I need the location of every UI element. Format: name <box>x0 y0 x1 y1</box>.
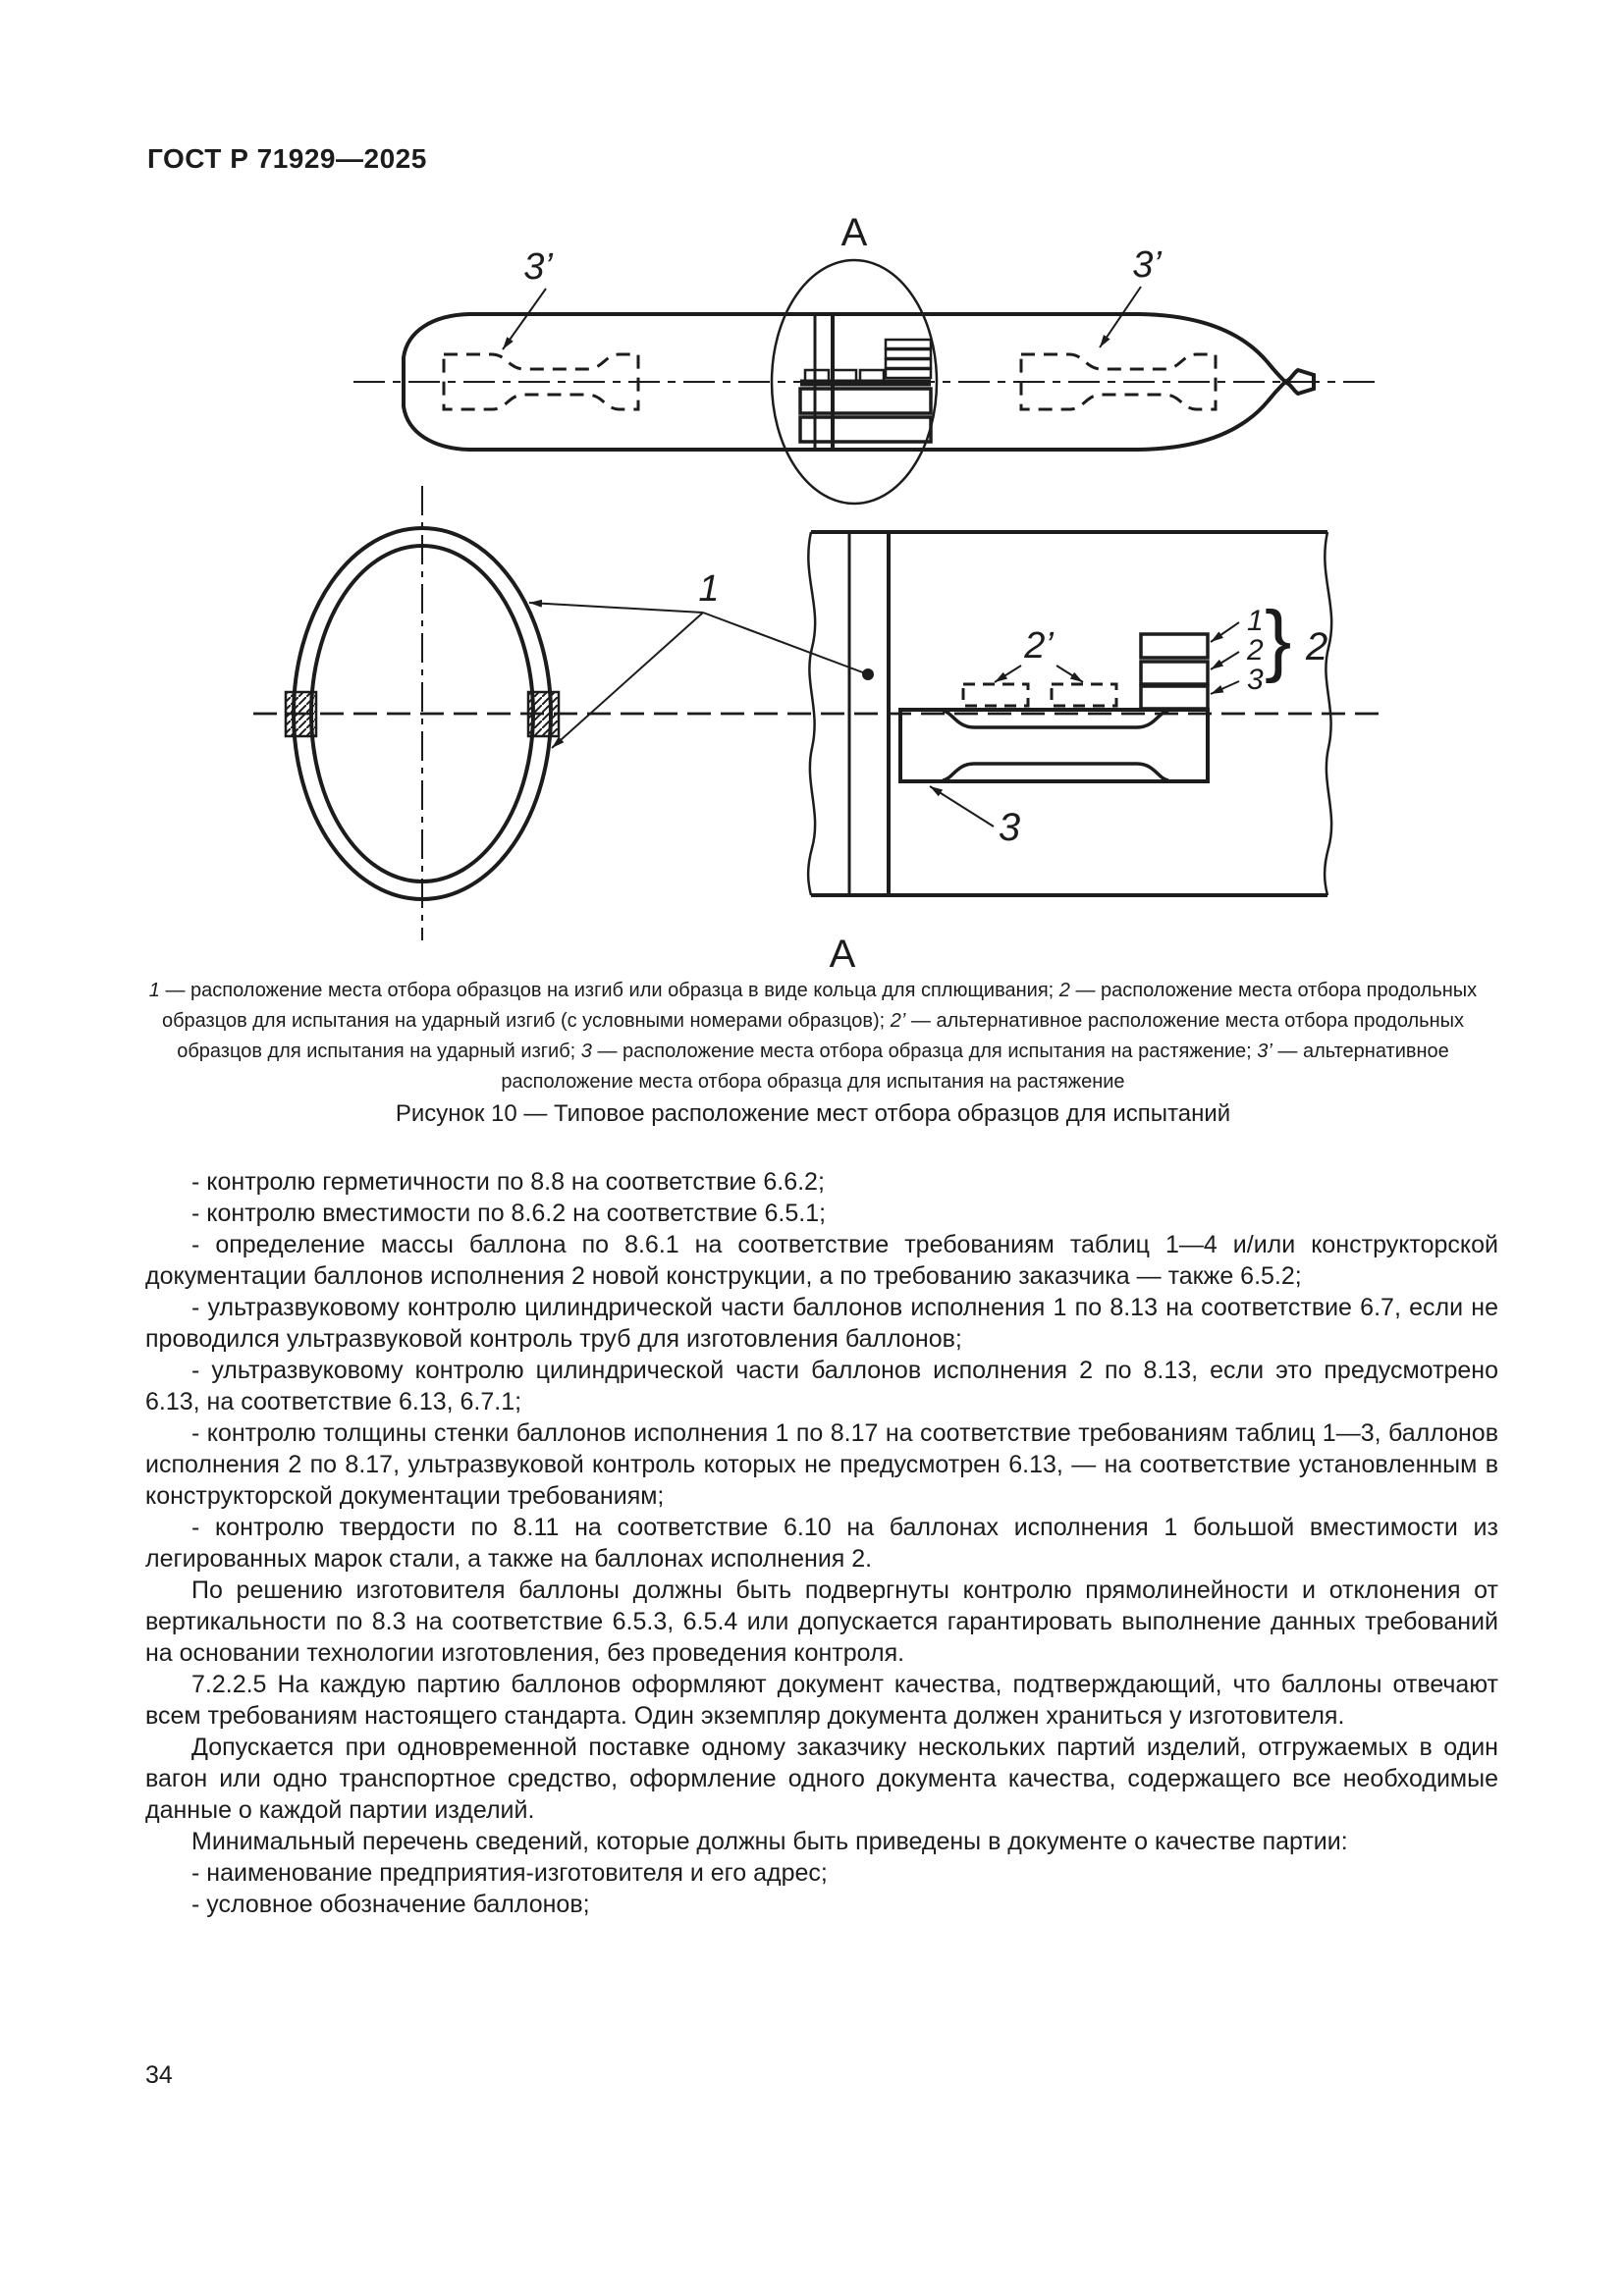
specimen-row <box>805 370 884 381</box>
paragraph: - определение массы баллона по 8.6.1 на соответствие требованиям таблиц 1—4 и/или конструкторской документации баллонов исполнения 2 новой конструкции, а по требованию заказчика — также 6.5.2; <box>145 1231 1498 1290</box>
paragraph: - контролю толщины стенки баллонов исполнения 1 по 8.17 на соответствие требованиям таблиц 1—3, баллонов исполнения 2 по 8.17, ультразвуковой контроль которых не предусмотрен 6.13, — на соответствие установленным в конструкторской документации требованиям; <box>145 1419 1498 1510</box>
specimen-band-1 <box>800 389 931 413</box>
alt-tensile-label-left: 3’ <box>523 246 553 288</box>
leader-ring-1a <box>529 603 703 613</box>
caption-text: — альтернативное расположение места отбора образца для испытания на растяжение <box>501 1041 1449 1093</box>
paragraph: - наименование предприятия-изготовителя и его адрес; <box>191 1859 828 1887</box>
page-number: 34 <box>145 2061 173 2089</box>
body-text <box>145 1166 1498 1920</box>
caption-text: — альтернативное расположение места отбора продольных образцов для испытания на ударный изгиб; <box>177 1010 1465 1062</box>
impact-group-brace: } <box>1265 595 1292 684</box>
tensile-specimen-outline <box>900 710 1208 781</box>
leader-alt-tensile-right <box>1100 287 1141 347</box>
specimen-strip-stack <box>886 340 931 378</box>
caption-text: — расположение места отбора продольных образцов для испытания на ударный изгиб (с условными номерами образцов); <box>161 980 1478 1032</box>
ring-specimen-label: 1 <box>698 568 720 610</box>
detail-view-label-bottom: A <box>829 933 856 976</box>
impact-no-2-label: 2 <box>1247 634 1264 667</box>
paragraph: Допускается при одновременной поставке одному заказчику нескольких партий изделий, отгружаемых в один вагон или одно транспортное средство, оформление одного документа качества, содержащего все необходимые данные о каждой партии изделий. <box>145 1734 1498 1824</box>
leader-impact-2 <box>1211 652 1239 669</box>
alt-impact-specimen-1 <box>963 684 1028 706</box>
detail-view-label-top: A <box>840 211 868 254</box>
paragraph: - условное обозначение баллонов; <box>191 1891 590 1918</box>
paragraph: Минимальный перечень сведений, которые должны быть приведены в документе о качестве партии: <box>191 1828 1348 1855</box>
caption-pos-3: 3 <box>580 1041 592 1062</box>
caption-pos-2: 2 <box>1058 980 1070 1001</box>
paragraph: - контролю твердости по 8.11 на соответствие 6.10 на баллонах исполнения 1 большой вместимости из легированных марок стали, а также на баллонах исполнения 2. <box>145 1514 1498 1573</box>
leader-alt-impact-2 <box>1056 666 1083 682</box>
specimen-band-2 <box>800 417 931 442</box>
figure-10-drawing <box>0 147 1624 991</box>
alt-tensile-label-right: 3’ <box>1132 244 1162 286</box>
leader-ring-1-dot <box>862 668 874 680</box>
cylinder-side-view <box>353 260 1375 504</box>
caption-pos-3alt: 3’ <box>1257 1041 1272 1062</box>
paragraph: По решению изготовителя баллоны должны быть подвергнуты контролю прямолинейности и отклонения от вертикальности по 8.3 на соответствие 6.5.3, 6.5.4 или допускается гарантировать выполнение данных требований на основании технологии изготовления, без проведения контроля. <box>145 1576 1498 1667</box>
leader-alt-tensile-left <box>503 289 546 349</box>
leader-ring-1b <box>552 613 703 748</box>
impact-no-1-label: 1 <box>1247 605 1264 637</box>
caption-pos-1: 1 <box>148 980 160 1001</box>
ring-cross-section <box>253 486 1382 940</box>
alt-impact-specimen-2 <box>1052 684 1116 706</box>
paragraph: - ультразвуковому контролю цилиндрической части баллонов исполнения 2 по 8.13, если это предусмотрено 6.13, на соответствие 6.13, 6.7.1; <box>145 1357 1498 1415</box>
leader-ring-1c <box>703 613 868 674</box>
leader-impact-3 <box>1211 681 1239 694</box>
paragraph: - контролю вместимости по 8.6.2 на соответствие 6.5.1; <box>191 1200 827 1227</box>
leader-tensile-3 <box>930 786 994 827</box>
tensile-label: 3 <box>998 806 1021 849</box>
leader-alt-impact-1 <box>995 666 1021 682</box>
paragraph: 7.2.2.5 На каждую партию баллонов оформляют документ качества, подтверждающий, что баллоны отвечают всем требованиям настоящего стандарта. Один экземпляр документа должен храниться у изготовителя. <box>145 1671 1498 1730</box>
impact-specimen-1 <box>1141 634 1208 658</box>
impact-no-3-label: 3 <box>1247 664 1264 696</box>
impact-specimen-2 <box>1141 662 1208 684</box>
caption-text: — расположение места отбора образца для испытания на растяжение; <box>591 1041 1258 1062</box>
leader-impact-1 <box>1211 622 1239 642</box>
caption-pos-2alt: 2’ <box>890 1010 906 1032</box>
tensile-profile-bottom <box>943 764 1168 780</box>
impact-group-label: 2 <box>1306 625 1328 668</box>
alt-impact-label: 2’ <box>1024 625 1054 667</box>
caption-text: — расположение места отбора образцов на изгиб или образца в виде кольца для сплющивания; <box>159 980 1059 1001</box>
paragraph: - ультразвуковому контролю цилиндрической части баллонов исполнения 1 по 8.13 на соответствие 6.7, если не проводился ультразвуковой контроль труб для изготовления баллонов; <box>145 1294 1498 1353</box>
figure-title: Рисунок 10 — Типовое расположение мест отбора образцов для испытаний <box>395 1100 1231 1127</box>
standard-number: ГОСТ Р 71929—2025 <box>147 143 427 174</box>
impact-specimen-3 <box>1141 686 1208 709</box>
figure-caption <box>135 976 1490 1097</box>
paragraph: - контролю герметичности по 8.8 на соответствие 6.6.2; <box>191 1168 825 1196</box>
